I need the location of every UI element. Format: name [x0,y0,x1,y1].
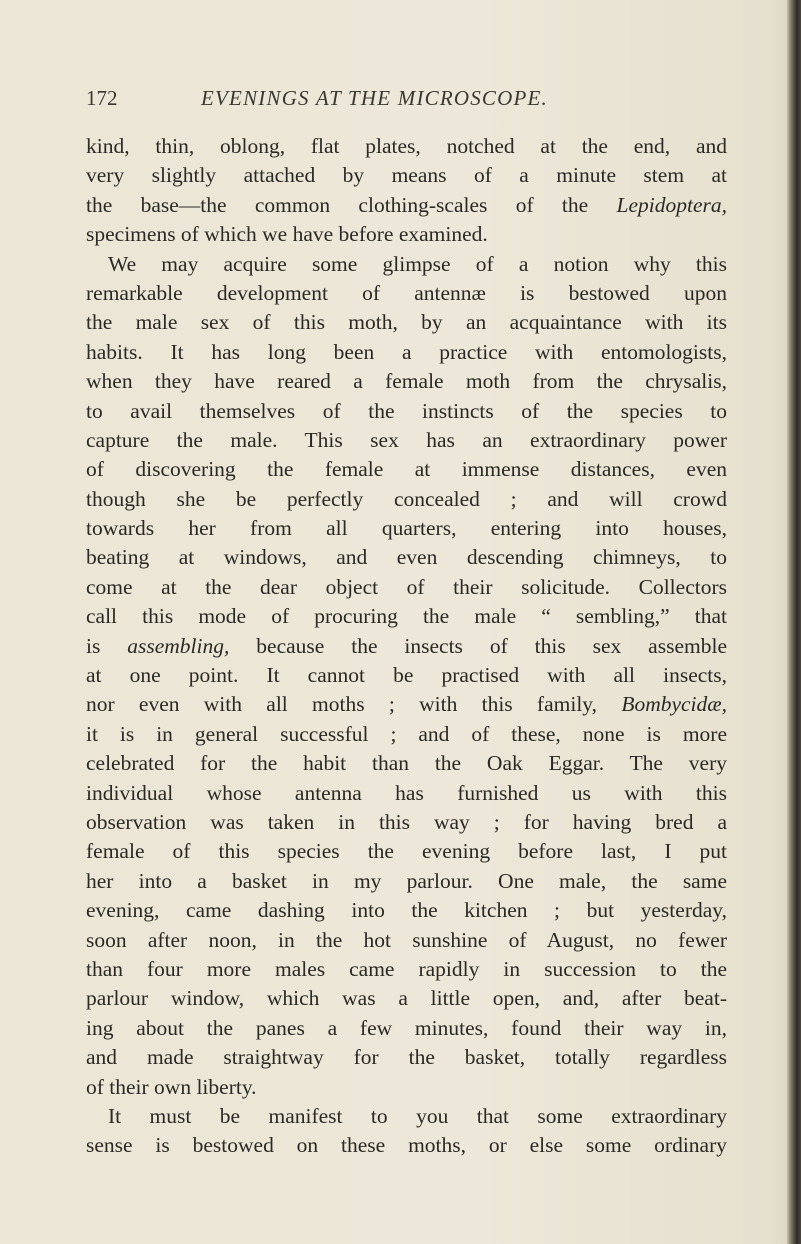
text-run: it is in general successful ; and of these, none is more [86,721,727,746]
text-line [86,867,727,896]
text-run: because the insects of this sex assemble [229,633,727,658]
text-run: sense is bestowed on these moths, or else some ordinary [86,1133,727,1158]
text-run: the base—the common clothing-scales of the [86,192,617,217]
page-edge-shadow [787,0,801,1244]
text-run: celebrated for the habit than the Oak Eggar. The very [86,751,727,776]
text-line [86,543,727,572]
text-line [86,955,727,984]
text-run: is [86,633,128,658]
text-run: and made straightway for the basket, totally regardless [86,1045,727,1070]
text-run: when they have reared a female moth from the chrysalis, [86,369,727,394]
text-run: her into a basket in my parlour. One male, the same [86,868,727,893]
text-line [86,1014,727,1043]
text-line [86,338,727,367]
text-line [86,573,727,602]
text-line [86,191,727,220]
text-run: female of this species the evening before last, I put [86,839,727,864]
text-run: parlour window, which was a little open, and, after beat- [86,986,727,1011]
text-run: than four more males came rapidly in succession to the [86,956,727,981]
text-line [86,720,727,749]
text-run: come at the dear object of their solicitude. Collectors [86,574,727,599]
text-run: call this mode of procuring the male “ sembling,” that [86,604,727,629]
text-run: individual whose antenna has furnished us with this [86,780,727,805]
text-line [86,837,727,866]
text-line [86,132,727,161]
text-run: though she be perfectly concealed ; and will crowd [86,486,727,511]
italic-term: Bombycidæ, [621,692,727,717]
text-run: the male sex of this moth, by an acquaintance with its [86,310,727,335]
page-header [86,86,726,116]
text-line [86,279,727,308]
text-run: We may acquire some glimpse of a notion why this [108,251,727,276]
text-line [86,426,727,455]
text-line [86,367,727,396]
text-line [86,896,727,925]
text-line [86,808,727,837]
text-run: towards her from all quarters, entering into houses, [86,516,727,541]
text-line [86,1073,727,1102]
text-line [86,1131,727,1160]
text-line [86,602,727,631]
text-line [86,1043,727,1072]
text-run: habits. It has long been a practice with entomologists, [86,339,727,364]
text-run: of their own liberty. [86,1074,257,1099]
body-text [86,132,727,1161]
italic-term: Lepidoptera, [616,192,727,217]
text-line [86,455,727,484]
text-line [86,749,727,778]
text-run: at one point. It cannot be practised with all insects, [86,663,727,688]
text-line [86,485,727,514]
text-run: specimens of which we have before examined. [86,222,488,247]
text-run: nor even with all moths ; with this family, [86,692,622,717]
text-line [86,632,727,661]
text-run: capture the male. This sex has an extraordinary power [86,427,727,452]
text-line [86,220,727,249]
text-line [86,690,727,719]
page-number: 172 [86,86,118,110]
text-run: ing about the panes a few minutes, found their way in, [86,1015,727,1040]
text-line [86,250,727,279]
text-run: of discovering the female at immense distances, even [86,457,727,482]
text-run: very slightly attached by means of a minute stem at [86,163,727,188]
text-line [86,308,727,337]
text-line [86,1102,727,1131]
text-line [86,397,727,426]
text-line [86,161,727,190]
text-line [86,661,727,690]
text-line [86,514,727,543]
italic-term: assembling, [127,633,230,658]
text-run: kind, thin, oblong, flat plates, notched at the end, and [86,134,727,158]
text-line [86,926,727,955]
text-run: to avail themselves of the instincts of the species to [86,398,727,423]
text-run: evening, came dashing into the kitchen ; but yesterday, [86,898,727,923]
text-run: soon after noon, in the hot sunshine of August, no fewer [86,927,727,952]
text-run: beating at windows, and even descending chimneys, to [86,545,727,570]
text-run: observation was taken in this way ; for having bred a [86,809,727,834]
running-head: EVENINGS AT THE MICROSCOPE. [201,86,549,110]
text-run: remarkable development of antennæ is bestowed upon [86,280,727,305]
text-line [86,984,727,1013]
text-line [86,779,727,808]
text-run: It must be manifest to you that some extraordinary [108,1103,727,1128]
